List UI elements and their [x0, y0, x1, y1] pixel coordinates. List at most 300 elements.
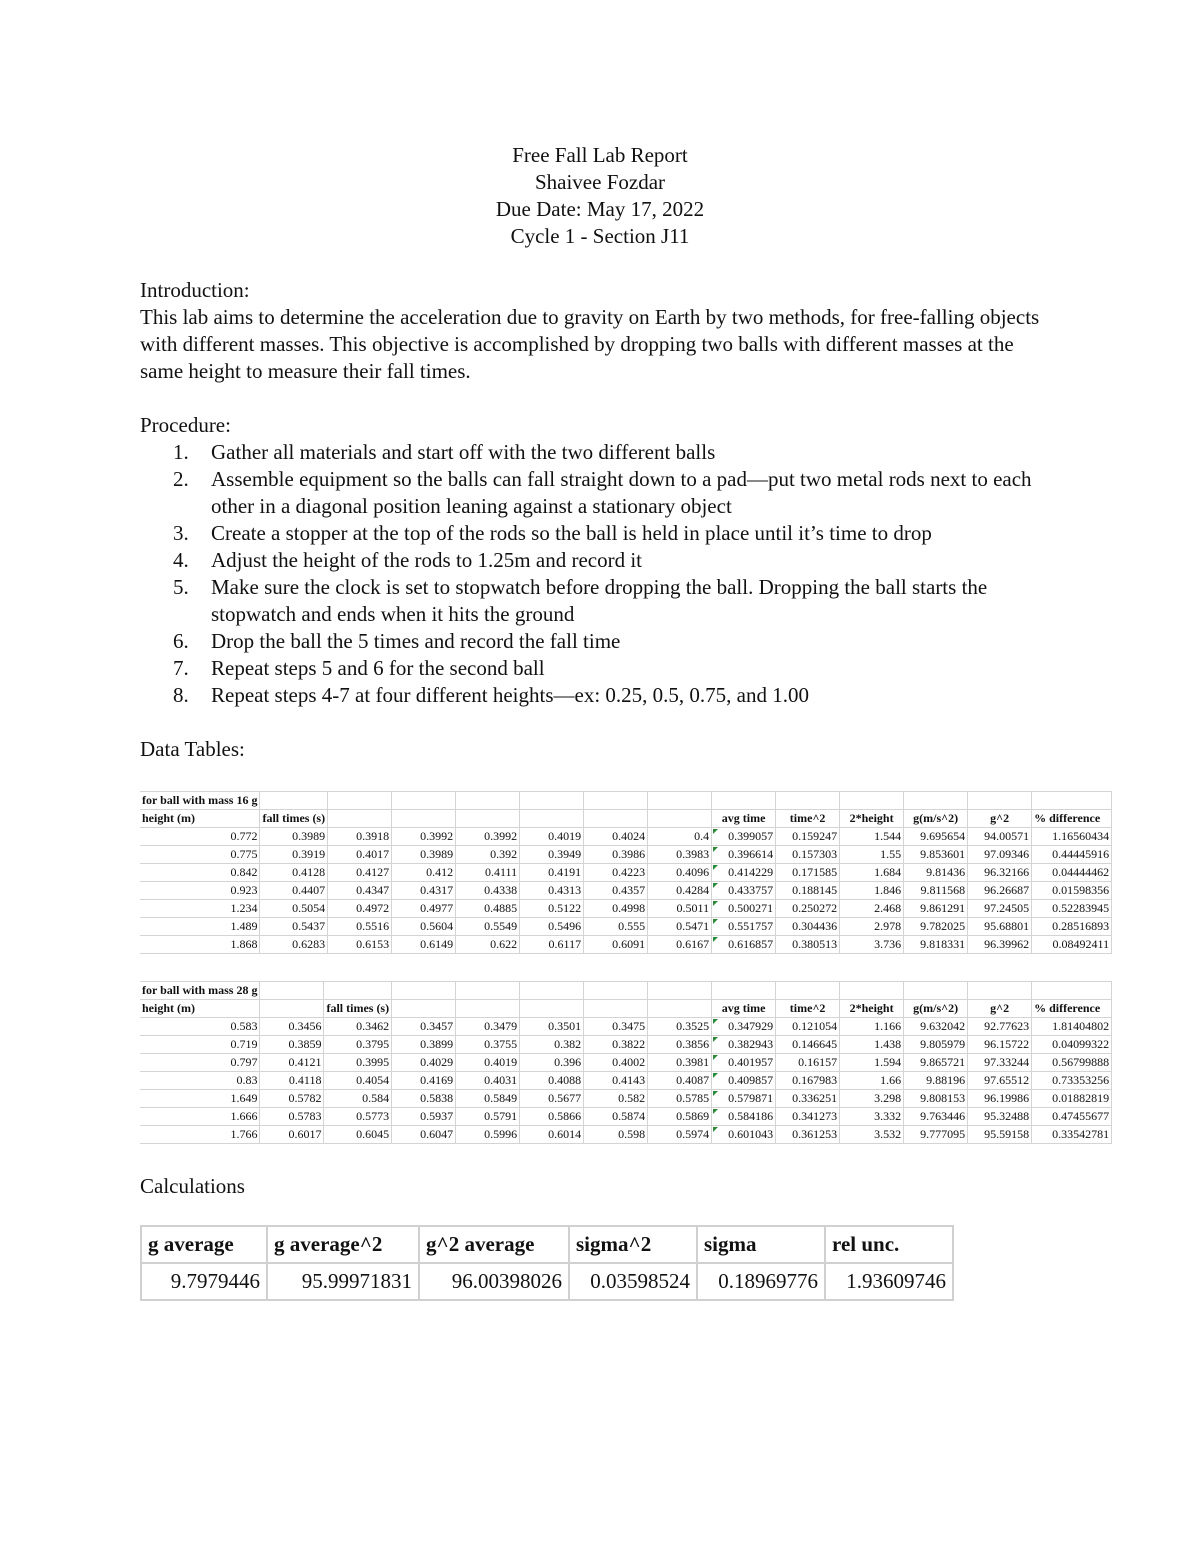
table-cell: 9.695654 — [904, 828, 968, 846]
table-cell: 0.4002 — [584, 1054, 648, 1072]
introduction-heading: Introduction: — [140, 278, 250, 302]
column-header: g(m/s^2) — [904, 810, 968, 828]
table-cell: 0.4998 — [584, 900, 648, 918]
table-cell: 97.33244 — [968, 1054, 1032, 1072]
table-cell: 0.4111 — [456, 864, 520, 882]
table-cell: 0.3462 — [324, 1018, 392, 1036]
table-cell: 0.04444462 — [1032, 864, 1112, 882]
table-cell: 0.6149 — [392, 936, 456, 954]
table-cell: 0.392 — [456, 846, 520, 864]
step-text: Make sure the clock is set to stopwatch before dropping the ball. Dropping the ball starts the stopwatch and ends when it hits the ground — [211, 575, 988, 626]
empty-cell — [968, 982, 1032, 1000]
table-cell: 0.4347 — [328, 882, 392, 900]
table-cell: 0.3755 — [456, 1036, 520, 1054]
table-cell: 0.622 — [456, 936, 520, 954]
table-cell: 0.3981 — [648, 1054, 712, 1072]
table-cell: 0.500271 — [712, 900, 776, 918]
table-title-row — [140, 792, 1112, 810]
table-cell: 1.868 — [140, 936, 260, 954]
step-number: 6. — [173, 629, 189, 653]
table-cell: 0.719 — [140, 1036, 260, 1054]
table-cell: 0.3899 — [392, 1036, 456, 1054]
table-cell: 0.361253 — [776, 1126, 840, 1144]
column-header: % difference — [1032, 1000, 1112, 1018]
step-number: 4. — [173, 548, 189, 572]
table-row — [140, 1108, 1112, 1126]
table-cell: 0.4284 — [648, 882, 712, 900]
table-cell: 0.555 — [584, 918, 648, 936]
table-cell: 0.73353256 — [1032, 1072, 1112, 1090]
table-cell: 0.4019 — [520, 828, 584, 846]
table-cell: 0.304436 — [776, 918, 840, 936]
table-cell: 9.88196 — [904, 1072, 968, 1090]
column-header — [648, 810, 712, 828]
data-table-16g — [140, 791, 1112, 954]
empty-cell — [968, 792, 1032, 810]
table-cell: 0.3822 — [584, 1036, 648, 1054]
table-cell: 0.3989 — [392, 846, 456, 864]
empty-cell — [324, 982, 392, 1000]
table-cell: 0.4054 — [324, 1072, 392, 1090]
column-header — [328, 810, 392, 828]
empty-cell — [1032, 982, 1112, 1000]
table-cell: 0.797 — [140, 1054, 260, 1072]
table-cell: 9.805979 — [904, 1036, 968, 1054]
empty-cell — [648, 982, 712, 1000]
table-cell: 0.4338 — [456, 882, 520, 900]
table-cell: 0.171585 — [776, 864, 840, 882]
procedure-step — [140, 682, 1070, 709]
table-cell: 0.382943 — [712, 1036, 776, 1054]
table-cell: 0.551757 — [712, 918, 776, 936]
table-cell: 0.3501 — [520, 1018, 584, 1036]
table-cell: 0.6153 — [328, 936, 392, 954]
column-header: avg time — [712, 1000, 776, 1018]
procedure-list — [140, 439, 1070, 709]
procedure-step — [140, 574, 1070, 628]
table-cell: 0.01598356 — [1032, 882, 1112, 900]
empty-cell — [392, 792, 456, 810]
table-cell: 0.5783 — [260, 1108, 324, 1126]
table-cell: 0.4357 — [584, 882, 648, 900]
table-cell: 97.24505 — [968, 900, 1032, 918]
empty-cell — [712, 982, 776, 1000]
table-cell: 0.414229 — [712, 864, 776, 882]
table-cell: 0.5677 — [520, 1090, 584, 1108]
table-cell: 9.853601 — [904, 846, 968, 864]
table-cell: 0.923 — [140, 882, 260, 900]
column-header — [584, 810, 648, 828]
column-header: 2*height — [840, 810, 904, 828]
table-cell: 0.5849 — [456, 1090, 520, 1108]
introduction-text — [140, 304, 1060, 385]
table-cell: 94.00571 — [968, 828, 1032, 846]
table-cell: 0.47455677 — [1032, 1108, 1112, 1126]
calc-value: 0.03598524 — [569, 1263, 697, 1300]
table-cell: 0.5516 — [328, 918, 392, 936]
table-cell: 0.3983 — [648, 846, 712, 864]
column-header — [392, 810, 456, 828]
table-title: for ball with mass 16 g — [140, 792, 260, 810]
column-header: 2*height — [840, 1000, 904, 1018]
table-cell: 9.861291 — [904, 900, 968, 918]
table-cell: 0.582 — [584, 1090, 648, 1108]
table-cell: 0.52283945 — [1032, 900, 1112, 918]
table-cell: 0.616857 — [712, 936, 776, 954]
table-cell: 0.583 — [140, 1018, 260, 1036]
step-number: 2. — [173, 467, 189, 491]
table-row — [140, 1036, 1112, 1054]
empty-cell — [260, 792, 328, 810]
table-row — [140, 918, 1112, 936]
table-cell: 0.5011 — [648, 900, 712, 918]
table-cell: 0.4191 — [520, 864, 584, 882]
table-cell: 0.382 — [520, 1036, 584, 1054]
table-cell: 9.777095 — [904, 1126, 968, 1144]
empty-cell — [712, 792, 776, 810]
table-cell: 0.3995 — [324, 1054, 392, 1072]
table-cell: 0.188145 — [776, 882, 840, 900]
table-cell: 0.250272 — [776, 900, 840, 918]
column-header — [392, 1000, 456, 1018]
table-cell: 0.409857 — [712, 1072, 776, 1090]
column-header — [260, 1000, 324, 1018]
column-header — [456, 810, 520, 828]
table-cell: 1.666 — [140, 1108, 260, 1126]
table-cell: 0.6283 — [260, 936, 328, 954]
table-cell: 0.842 — [140, 864, 260, 882]
table-cell: 0.4121 — [260, 1054, 324, 1072]
table-cell: 0.4096 — [648, 864, 712, 882]
calc-header: rel unc. — [825, 1226, 953, 1263]
data-tables-heading: Data Tables: — [140, 737, 245, 761]
table-cell: 96.39962 — [968, 936, 1032, 954]
table-cell: 0.5471 — [648, 918, 712, 936]
table-row — [140, 882, 1112, 900]
report-section: Cycle 1 - Section J11 — [510, 224, 690, 248]
table-cell: 0.401957 — [712, 1054, 776, 1072]
table-cell: 0.167983 — [776, 1072, 840, 1090]
table-row — [140, 900, 1112, 918]
table-cell: 0.4087 — [648, 1072, 712, 1090]
table-cell: 0.4128 — [260, 864, 328, 882]
column-header: height (m) — [140, 810, 260, 828]
table-cell: 0.579871 — [712, 1090, 776, 1108]
table-cell: 1.544 — [840, 828, 904, 846]
table-cell: 0.3456 — [260, 1018, 324, 1036]
table-cell: 0.5869 — [648, 1108, 712, 1126]
table-cell: 0.5874 — [584, 1108, 648, 1126]
procedure-step — [140, 520, 1070, 547]
empty-cell — [520, 982, 584, 1000]
table-cell: 96.19986 — [968, 1090, 1032, 1108]
table-cell: 0.3856 — [648, 1036, 712, 1054]
table-cell: 1.649 — [140, 1090, 260, 1108]
table-header-row — [140, 810, 1112, 828]
table-cell: 1.684 — [840, 864, 904, 882]
table-cell: 0.584 — [324, 1090, 392, 1108]
empty-cell — [840, 982, 904, 1000]
table-cell: 0.56799888 — [1032, 1054, 1112, 1072]
table-cell: 0.6047 — [392, 1126, 456, 1144]
table-cell: 0.6091 — [584, 936, 648, 954]
table-cell: 0.341273 — [776, 1108, 840, 1126]
table-cell: 0.4977 — [392, 900, 456, 918]
table-cell: 95.59158 — [968, 1126, 1032, 1144]
step-text: Adjust the height of the rods to 1.25m and record it — [211, 548, 643, 572]
table-cell: 0.4024 — [584, 828, 648, 846]
calc-value: 1.93609746 — [825, 1263, 953, 1300]
column-header: height (m) — [140, 1000, 260, 1018]
step-number: 1. — [173, 440, 189, 464]
table-cell: 97.09346 — [968, 846, 1032, 864]
table-cell: 1.81404802 — [1032, 1018, 1112, 1036]
table-cell: 0.6045 — [324, 1126, 392, 1144]
table-cell: 0.4019 — [456, 1054, 520, 1072]
table-cell: 0.5773 — [324, 1108, 392, 1126]
table-cell: 0.5437 — [260, 918, 328, 936]
table-row — [140, 1054, 1112, 1072]
table-cell: 0.399057 — [712, 828, 776, 846]
table-cell: 0.4029 — [392, 1054, 456, 1072]
table-cell: 0.3992 — [392, 828, 456, 846]
table-cell: 0.4118 — [260, 1072, 324, 1090]
table-cell: 3.736 — [840, 936, 904, 954]
table-cell: 0.5937 — [392, 1108, 456, 1126]
table-cell: 0.157303 — [776, 846, 840, 864]
table-cell: 0.4031 — [456, 1072, 520, 1090]
table-cell: 0.4127 — [328, 864, 392, 882]
calculations-header-row — [141, 1226, 953, 1263]
table-row — [140, 1126, 1112, 1144]
table-cell: 0.5866 — [520, 1108, 584, 1126]
table-cell: 0.3989 — [260, 828, 328, 846]
table-cell: 0.6014 — [520, 1126, 584, 1144]
calc-header: g average — [141, 1226, 267, 1263]
table-cell: 0.28516893 — [1032, 918, 1112, 936]
table-cell: 0.5785 — [648, 1090, 712, 1108]
empty-cell — [328, 792, 392, 810]
empty-cell — [584, 982, 648, 1000]
empty-cell — [1032, 792, 1112, 810]
table-cell: 0.433757 — [712, 882, 776, 900]
table-cell: 0.16157 — [776, 1054, 840, 1072]
calc-header: g average^2 — [267, 1226, 419, 1263]
table-cell: 1.16560434 — [1032, 828, 1112, 846]
table-cell: 0.6167 — [648, 936, 712, 954]
table-cell: 9.811568 — [904, 882, 968, 900]
step-number: 3. — [173, 521, 189, 545]
procedure-step — [140, 466, 1070, 520]
table-cell: 9.782025 — [904, 918, 968, 936]
table-cell: 0.5604 — [392, 918, 456, 936]
table-cell: 9.763446 — [904, 1108, 968, 1126]
table-cell: 0.4317 — [392, 882, 456, 900]
table-cell: 3.298 — [840, 1090, 904, 1108]
table-row — [140, 1018, 1112, 1036]
table-cell: 0.5122 — [520, 900, 584, 918]
table-cell: 0.772 — [140, 828, 260, 846]
table-cell: 0.598 — [584, 1126, 648, 1144]
report-due-date: Due Date: May 17, 2022 — [495, 197, 705, 221]
calculations-heading: Calculations — [140, 1174, 245, 1198]
empty-cell — [840, 792, 904, 810]
column-header: avg time — [712, 810, 776, 828]
table-cell: 0.775 — [140, 846, 260, 864]
table-cell: 0.3525 — [648, 1018, 712, 1036]
calc-header: g^2 average — [419, 1226, 569, 1263]
table-cell: 0.5496 — [520, 918, 584, 936]
procedure-heading: Procedure: — [140, 413, 231, 437]
table-cell: 0.4143 — [584, 1072, 648, 1090]
calc-value: 9.7979446 — [141, 1263, 267, 1300]
table-cell: 0.3949 — [520, 846, 584, 864]
step-text: Assemble equipment so the balls can fall straight down to a pad—put two metal rods next to each other in a diagonal position leaning against a stationary object — [211, 467, 1032, 518]
procedure-step — [140, 655, 1070, 682]
table-title-row — [140, 982, 1112, 1000]
table-cell: 0.83 — [140, 1072, 260, 1090]
empty-cell — [904, 982, 968, 1000]
table-cell: 0.4972 — [328, 900, 392, 918]
table-cell: 0.5996 — [456, 1126, 520, 1144]
empty-cell — [904, 792, 968, 810]
column-header — [520, 1000, 584, 1018]
table-cell: 0.4088 — [520, 1072, 584, 1090]
report-author: Shaivee Fozdar — [534, 170, 666, 194]
column-header: fall times (s) — [324, 1000, 392, 1018]
table-cell: 9.808153 — [904, 1090, 968, 1108]
column-header — [584, 1000, 648, 1018]
empty-cell — [584, 792, 648, 810]
table-cell: 0.04099322 — [1032, 1036, 1112, 1054]
empty-cell — [392, 982, 456, 1000]
table-cell: 0.3992 — [456, 828, 520, 846]
table-cell: 0.5838 — [392, 1090, 456, 1108]
calculations-table — [140, 1225, 954, 1301]
column-header — [648, 1000, 712, 1018]
table-cell: 0.3918 — [328, 828, 392, 846]
calc-value: 96.00398026 — [419, 1263, 569, 1300]
table-cell: 97.65512 — [968, 1072, 1032, 1090]
table-header-row — [140, 1000, 1112, 1018]
table-cell: 0.584186 — [712, 1108, 776, 1126]
table-cell: 0.5054 — [260, 900, 328, 918]
table-cell: 0.347929 — [712, 1018, 776, 1036]
step-text: Repeat steps 4-7 at four different heights—ex: 0.25, 0.5, 0.75, and 1.00 — [211, 683, 809, 707]
column-header: time^2 — [776, 1000, 840, 1018]
table-cell: 0.396 — [520, 1054, 584, 1072]
procedure-step — [140, 439, 1070, 466]
empty-cell — [648, 792, 712, 810]
empty-cell — [260, 982, 324, 1000]
procedure-step — [140, 547, 1070, 574]
table-cell: 0.3795 — [324, 1036, 392, 1054]
table-row — [140, 1090, 1112, 1108]
table-cell: 0.121054 — [776, 1018, 840, 1036]
column-header: % difference — [1032, 810, 1112, 828]
table-cell: 96.15722 — [968, 1036, 1032, 1054]
report-title: Free Fall Lab Report — [512, 143, 688, 167]
column-header: g(m/s^2) — [904, 1000, 968, 1018]
table-cell: 0.3919 — [260, 846, 328, 864]
table-cell: 0.33542781 — [1032, 1126, 1112, 1144]
table-cell: 0.4885 — [456, 900, 520, 918]
step-text: Repeat steps 5 and 6 for the second ball — [211, 656, 545, 680]
table-cell: 9.818331 — [904, 936, 968, 954]
step-text: Drop the ball the 5 times and record the fall time — [211, 629, 621, 653]
table-row — [140, 936, 1112, 954]
table-cell: 0.601043 — [712, 1126, 776, 1144]
table-cell: 0.4313 — [520, 882, 584, 900]
table-cell: 1.166 — [840, 1018, 904, 1036]
table-cell: 1.766 — [140, 1126, 260, 1144]
table-cell: 1.594 — [840, 1054, 904, 1072]
table-cell: 1.234 — [140, 900, 260, 918]
table-cell: 0.5974 — [648, 1126, 712, 1144]
table-cell: 0.5782 — [260, 1090, 324, 1108]
table-cell: 1.66 — [840, 1072, 904, 1090]
table-cell: 0.336251 — [776, 1090, 840, 1108]
table-cell: 0.3457 — [392, 1018, 456, 1036]
table-cell: 0.3986 — [584, 846, 648, 864]
empty-cell — [520, 792, 584, 810]
table-cell: 0.4017 — [328, 846, 392, 864]
table-cell: 0.146645 — [776, 1036, 840, 1054]
column-header — [456, 1000, 520, 1018]
calc-header: sigma^2 — [569, 1226, 697, 1263]
step-text: Gather all materials and start off with the two different balls — [211, 440, 716, 464]
table-cell: 0.08492411 — [1032, 936, 1112, 954]
table-cell: 1.438 — [840, 1036, 904, 1054]
table-cell: 0.4223 — [584, 864, 648, 882]
table-cell: 0.412 — [392, 864, 456, 882]
table-cell: 1.55 — [840, 846, 904, 864]
empty-cell — [776, 792, 840, 810]
empty-cell — [456, 982, 520, 1000]
table-cell: 2.468 — [840, 900, 904, 918]
table-row — [140, 864, 1112, 882]
data-table-28g — [140, 981, 1112, 1144]
table-cell: 95.32488 — [968, 1108, 1032, 1126]
table-cell: 0.4169 — [392, 1072, 456, 1090]
step-number: 8. — [173, 683, 189, 707]
table-cell: 96.32166 — [968, 864, 1032, 882]
table-cell: 0.4 — [648, 828, 712, 846]
table-cell: 9.81436 — [904, 864, 968, 882]
empty-cell — [776, 982, 840, 1000]
table-cell: 3.532 — [840, 1126, 904, 1144]
step-number: 5. — [173, 575, 189, 599]
table-cell: 92.77623 — [968, 1018, 1032, 1036]
table-cell: 1.489 — [140, 918, 260, 936]
introduction-paragraph: This lab aims to determine the acceleration due to gravity on Earth by two methods, for free-falling objects with different masses. This objective is accomplished by dropping two balls with different masses at the same height to measure their fall times. — [140, 305, 1040, 383]
calculations-value-row — [141, 1263, 953, 1300]
column-header: g^2 — [968, 1000, 1032, 1018]
table-cell: 0.4407 — [260, 882, 328, 900]
table-cell: 0.6117 — [520, 936, 584, 954]
table-cell: 9.632042 — [904, 1018, 968, 1036]
table-cell: 9.865721 — [904, 1054, 968, 1072]
table-row — [140, 846, 1112, 864]
column-header: fall times (s) — [260, 810, 328, 828]
table-title: for ball with mass 28 g — [140, 982, 260, 1000]
column-header — [520, 810, 584, 828]
table-cell: 0.3859 — [260, 1036, 324, 1054]
report-header — [0, 142, 1200, 250]
step-text: Create a stopper at the top of the rods so the ball is held in place until it’s time to drop — [211, 521, 932, 545]
table-row — [140, 828, 1112, 846]
table-cell: 2.978 — [840, 918, 904, 936]
